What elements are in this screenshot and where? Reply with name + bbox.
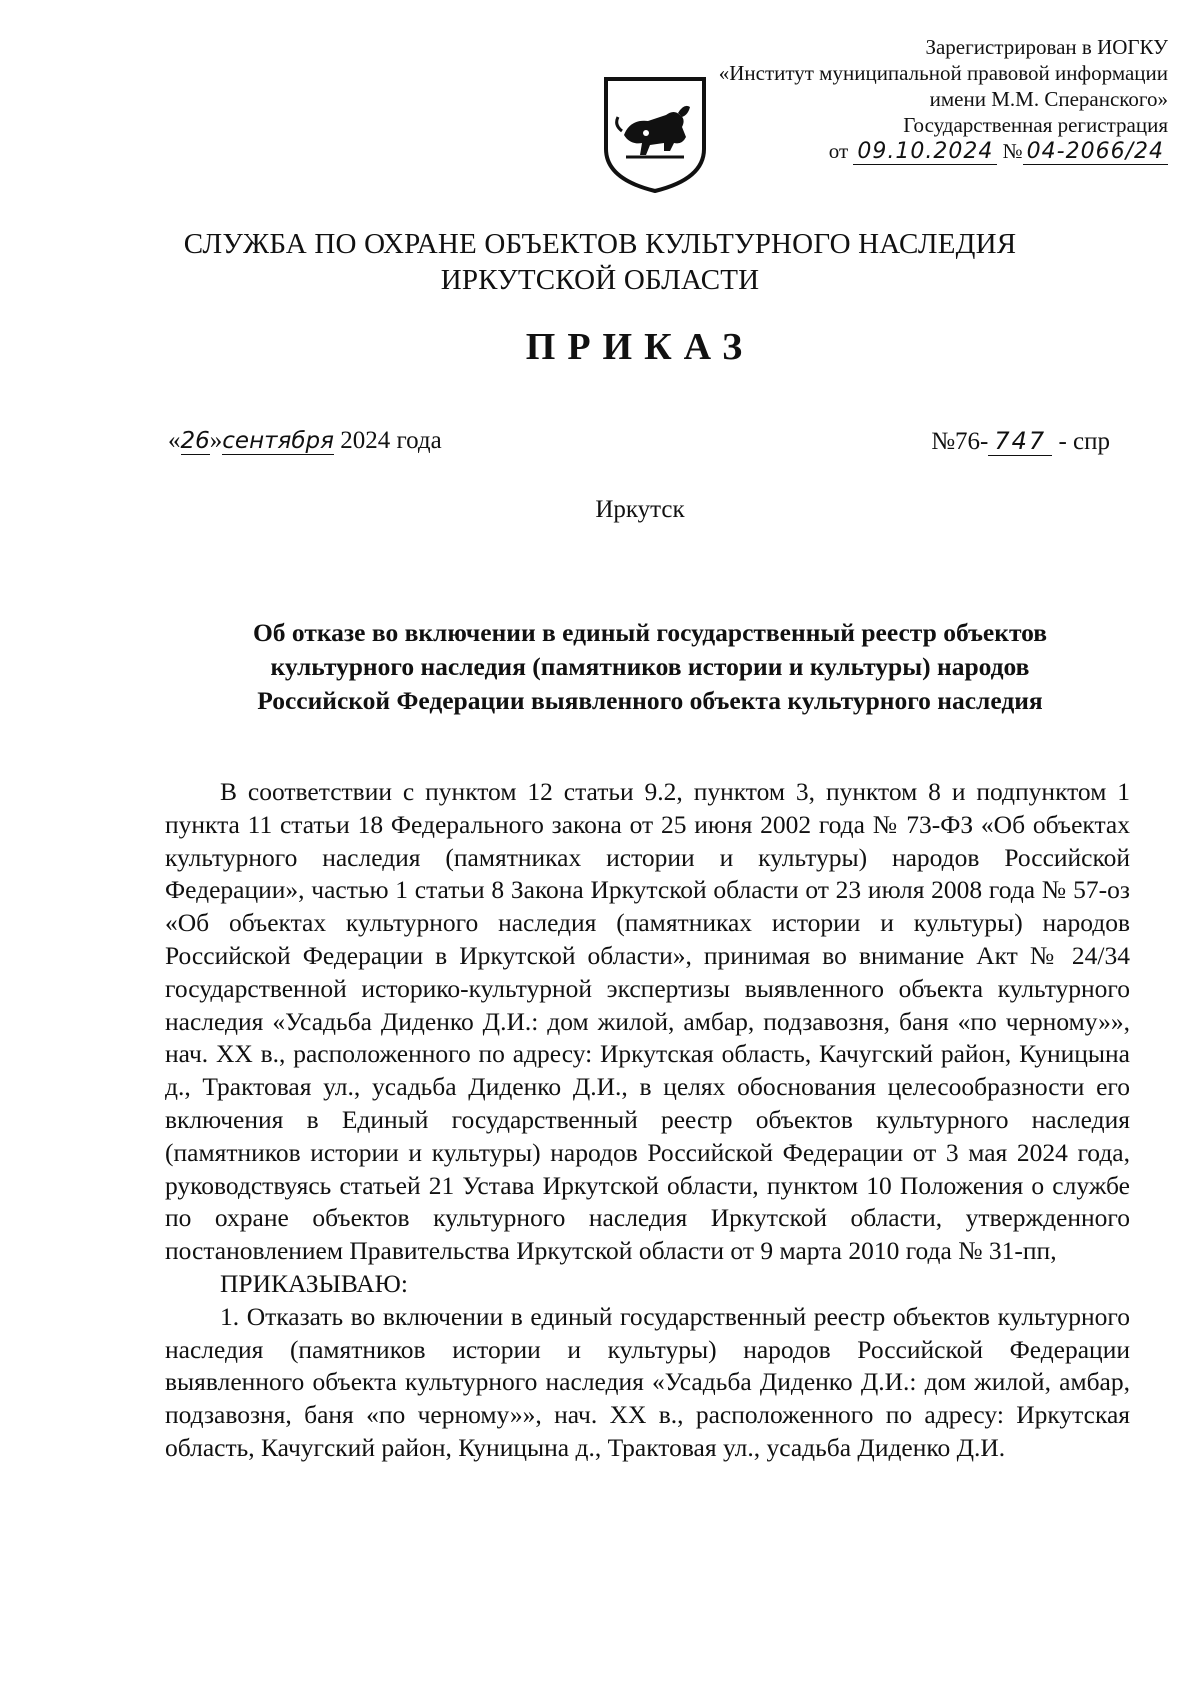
title-line-3: Российской Федерации выявленного объекта культурного наследия (257, 686, 1043, 715)
order-number-handwritten: 747 (988, 427, 1052, 456)
registration-date-handwritten: 09.10.2024 (853, 139, 997, 165)
organization-line-1: СЛУЖБА ПО ОХРАНЕ ОБЪЕКТОВ КУЛЬТУРНОГО НАСЛЕДИЯ (183, 228, 1017, 260)
registration-block (648, 34, 1168, 165)
date-month-handwritten: сентября (222, 428, 334, 454)
organization-name (0, 226, 1200, 298)
organization-line-2: ИРКУТСКОЙ ОБЛАСТИ (440, 264, 760, 296)
order-number-prefix: №76- (931, 428, 989, 455)
date-close-quote: » (209, 427, 223, 454)
order-number-suffix: - спр (1058, 428, 1110, 455)
registration-from-label: от (828, 139, 849, 163)
registration-date-number (648, 138, 1168, 165)
city-name: Иркутск (595, 496, 685, 523)
registration-line-1: Зарегистрирован в ИОГКУ (925, 35, 1168, 59)
order-number (931, 427, 1110, 456)
document-body (165, 776, 1130, 1465)
date-day-handwritten: 26 (180, 428, 210, 454)
document-type-heading: ПРИКАЗ (525, 326, 755, 368)
registration-line-3: имени М.М. Сперанского» (929, 87, 1168, 111)
title-line-1: Об отказе во включении в единый государственный реестр объектов (252, 618, 1048, 647)
order-word: ПРИКАЗЫВАЮ: (220, 1268, 408, 1298)
preamble-paragraph: В соответствии с пунктом 12 статьи 9.2, пунктом 3, пунктом 8 и подпунктом 1 пункта 11 статьи 18 Федерального закона от 25 июня 2002 года № 73-ФЗ «Об объектах культурного наследия (памятниках истории и культуры) народов Российской Федерации», частью 1 статьи 8 Закона Иркутской области от 23 июля 2008 года № 57-оз «Об объектах культурного наследия (памятниках истории и культуры) народов Российской Федерации в Иркутской области», принимая во внимание Акт № 24/34 государственной историко-культурной экспертизы выявленного объекта культурного наследия «Усадьба Диденко Д.И.: дом жилой, амбар, подзавозня, баня «по черному»», нач. XX в., расположенного по адресу: Иркутская область, Качугский район, Куницына д., Трактовая ул., усадьба Диденко Д.И., в целях обоснования целесообразности его включения в Единый государственный реестр объектов культурного наследия (памятников истории и культуры) народов Российской Федерации от 3 мая 2024 года, руководствуясь статьей 21 Устава Иркутской области, пунктом 10 Положения о службе по охране объектов культурного наследия Иркутской области, утвержденного постановлением Правительства Иркутской области от 9 марта 2010 года № 31-пп, (165, 777, 1130, 1266)
date-open-quote: « (168, 427, 181, 454)
title-line-2: культурного наследия (памятников истории и культуры) народов (270, 652, 1030, 681)
registration-number-handwritten: 04-2066/24 (1023, 139, 1168, 165)
document-title (150, 616, 1150, 718)
registration-number-label: № (1002, 139, 1023, 163)
date-year: 2024 года (340, 427, 442, 454)
registration-line-4: Государственная регистрация (903, 113, 1168, 137)
order-date (168, 427, 442, 455)
order-item-1: 1. Отказать во включении в единый государственный реестр объектов культурного наследия (памятников истории и культуры) народов Российской Федерации выявленного объекта культурного наследия «Усадьба Диденко Д.И.: дом жилой, амбар, подзавозня, баня «по черному»», нач. XX в., расположенного по адресу: Иркутская область, Качугский район, Куницына д., Трактовая ул., усадьба Диденко Д.И. (165, 1301, 1130, 1462)
registration-line-2: «Институт муниципальной правовой информации (718, 61, 1168, 85)
